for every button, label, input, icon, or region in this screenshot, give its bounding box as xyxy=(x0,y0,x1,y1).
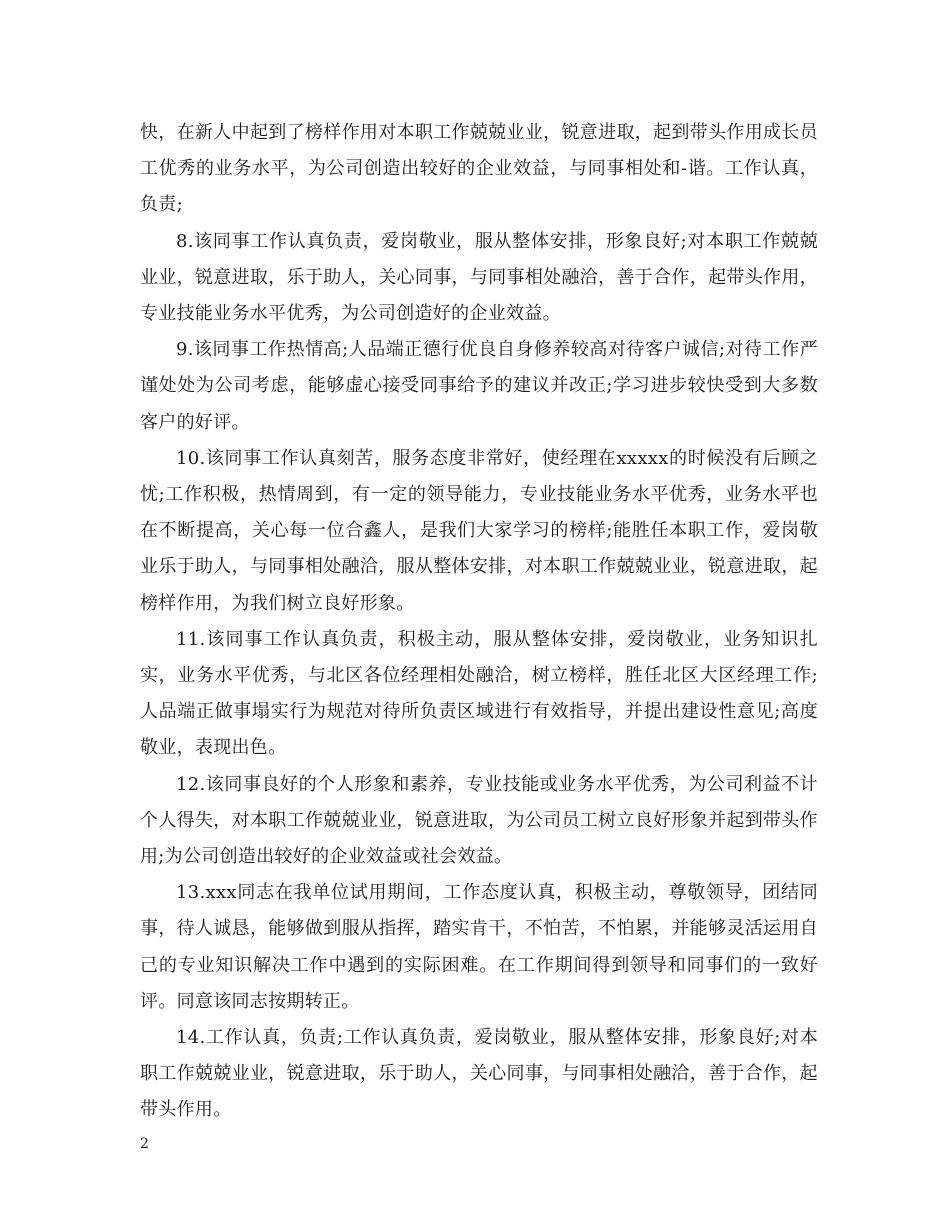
page-number: 2 xyxy=(140,1136,149,1152)
paragraph-item-9: 9.该同事工作热情高;人品端正德行优良自身修养较高对待客户诚信;对待工作严谨处处为公司考虑，能够虚心接受同事给予的建议并改正;学习进步较快受到大多数客户的好评。 xyxy=(140,339,818,433)
paragraph-item-11: 11.该同事工作认真负责，积极主动，服从整体安排，爱岗敬业，业务知识扎实，业务水平优秀，与北区各位经理相处融洽，树立榜样，胜任北区大区经理工作;人品端正做事塌实行为规范对待所负责区域进行有效指导，并提出建设性意见;高度敬业，表现出色。 xyxy=(140,628,818,759)
paragraph-item-12: 12.该同事良好的个人形象和素养，专业技能或业务水平优秀，为公司利益不计个人得失，对本职工作兢兢业业，锐意进取，为公司员工树立良好形象并起到带头作用;为公司创造出较好的企业效益或社会效益。 xyxy=(140,773,818,868)
document-body xyxy=(140,115,818,1129)
paragraph-item-14: 14.工作认真，负责;工作认真负责，爱岗敬业，服从整体安排，形象良好;对本职工作兢兢业业，锐意进取，乐于助人，关心同事，与同事相处融洽，善于合作，起带头作用。 xyxy=(140,1027,818,1121)
paragraph-continuation: 快，在新人中起到了榜样作用对本职工作兢兢业业，锐意进取，起到带头作用成长员工优秀的业务水平，为公司创造出较好的企业效益，与同事相处和-谐。工作认真，负责; xyxy=(140,122,818,216)
paragraph-item-8: 8.该同事工作认真负责，爱岗敬业，服从整体安排，形象良好;对本职工作兢兢业业，锐意进取，乐于助人，关心同事，与同事相处融洽，善于合作，起带头作用，专业技能业务水平优秀，为公司创造好的企业效益。 xyxy=(140,230,818,325)
paragraph-item-13: 13.xxx同志在我单位试用期间，工作态度认真，积极主动，尊敬领导，团结同事，待人诚恳，能够做到服从指挥，踏实肯干，不怕苦，不怕累，并能够灵活运用自己的专业知识解决工作中遇到的实际困难。在工作期间得到领导和同事们的一致好评。同意该同志按期转正。 xyxy=(140,882,818,1012)
paragraph-item-10: 10.该同事工作认真刻苦，服务态度非常好，使经理在xxxxx的时候没有后顾之忧;工作积极，热情周到，有一定的领导能力，专业技能业务水平优秀，业务水平也在不断提高，关心每一位合鑫人，是我们大家学习的榜样;能胜任本职工作，爱岗敬业乐于助人，与同事相处融洽，服从整体安排，对本职工作兢兢业业，锐意进取，起榜样作用，为我们树立良好形象。 xyxy=(140,447,818,614)
